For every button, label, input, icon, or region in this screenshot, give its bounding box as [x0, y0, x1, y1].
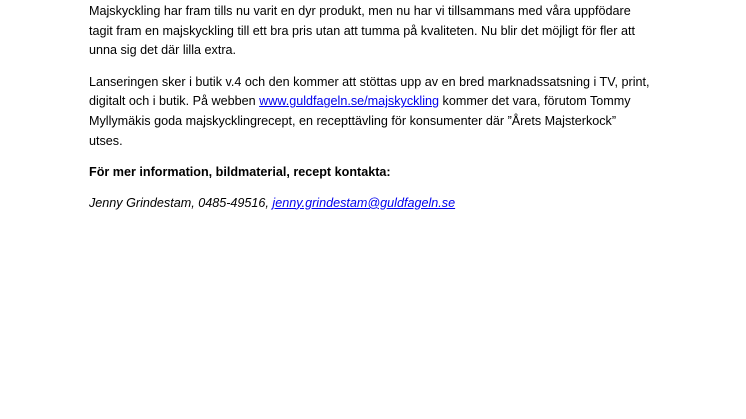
contact-name-phone: Jenny Grindestam, 0485-49516, [89, 195, 273, 210]
launch-paragraph [89, 73, 669, 151]
text-before-link: digitalt och i butik. På webben [89, 94, 260, 109]
website-link[interactable]: www.guldfageln.se/majskyckling [259, 94, 440, 109]
paragraph-line-with-link [89, 92, 669, 112]
intro-paragraph [89, 2, 669, 61]
paragraph-line: Majskyckling har fram tills nu varit en dyr produkt, men nu har vi tillsammans med våra uppfödare [89, 4, 631, 18]
contact-line [89, 194, 669, 214]
paragraph-line: Myllymäkis goda majskycklingrecept, en recepttävling för konsumenter där ”Årets Majsterkock” [89, 113, 617, 128]
email-link[interactable]: jenny.grindestam@guldfageln.se [272, 195, 456, 210]
paragraph-line: unna sig det där lilla extra. [89, 43, 237, 58]
paragraph-line: utses. [89, 133, 123, 148]
document-body [89, 2, 669, 213]
contact-heading: För mer information, bildmaterial, recept kontakta: [89, 165, 391, 180]
paragraph-line: Lanseringen sker i butik v.4 och den kommer att stöttas upp av en bred marknadssatsning i TV, print, [89, 74, 650, 89]
text-after-link: kommer det vara, förutom Tommy [439, 94, 631, 109]
paragraph-line: tagit fram en majskyckling till ett bra pris utan att tumma på kvaliteten. Nu blir det möjligt för fler att [89, 23, 635, 38]
